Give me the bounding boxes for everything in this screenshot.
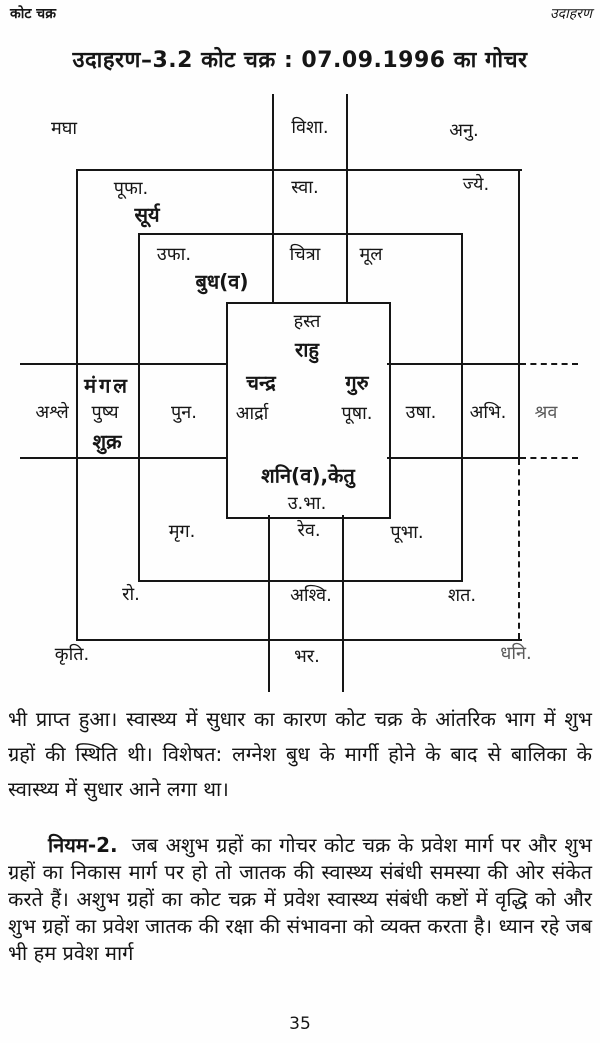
label-abhijit: अभि. [469,402,507,423]
right-channel-top-line [387,363,520,365]
label-punarvasu: पुन. [171,402,197,423]
label-shatabhisha: शत. [447,585,477,606]
label-ashwini: अश्वि. [290,585,332,606]
rule-2-label: नियम-2. [48,833,118,857]
label-vishakha: विशा. [291,117,329,138]
label-mula: मूल [359,244,383,265]
label-planet-surya: सूर्य [134,202,160,227]
label-hasta: हस्त [293,311,321,332]
label-planet-chandra: चन्द्र [246,370,276,395]
label-pushya: पुष्य [91,402,119,423]
label-bharani: भर. [294,646,320,667]
label-planet-shukra: शुक्र [92,429,122,454]
label-ashlesha: अश्ले [35,402,69,423]
label-planet-shani-ketu: शनि(व),केतु [261,463,355,488]
paragraph-1: भी प्राप्त हुआ। स्वास्थ्य में सुधार का कारण कोट चक्र के आंतरिक भाग में शुभ ग्रहों की स्थिति थी। विशेषत: लग्नेश बुध के मार्गी होने के बाद से बालिका के स्वास्थ्य में सुधार आने लगा था। [8,707,592,801]
right-channel-bottom-dashed [520,457,578,459]
label-planet-mangal: मंगल [84,373,130,398]
label-ardra: आर्द्रा [235,403,269,424]
page-number: 35 [289,1014,311,1034]
label-uttarashadha: उषा. [405,402,437,423]
label-dhanishtha: धनि. [500,643,532,664]
label-mrigashira: मृग. [168,521,196,542]
kot-chakra-diagram [0,94,600,700]
left-channel-top-line [20,363,226,365]
label-purva-phalguni: पूफा. [113,178,149,199]
label-jyeshtha: ज्ये. [462,174,490,195]
top-channel-right-line [346,94,348,302]
label-uttara-phalguni: उफा. [156,244,192,265]
right-channel-bottom-line [387,457,520,459]
page-title: उदाहरण–3.2 कोट चक्र : 07.09.1996 का गोचर [72,48,528,73]
top-channel-left-line [272,94,274,302]
running-header-right: उदाहरण [549,6,592,22]
label-anuradha: अनु. [449,120,479,141]
label-planet-budha: बुध(व) [195,269,249,294]
bottom-channel-right-line [342,515,344,692]
bottom-channel-left-line [268,515,270,692]
label-magha: मघा [50,118,78,139]
label-uttara-bhadra: उ.भा. [287,493,327,514]
outer-square-right-dashed [518,459,520,639]
outer-square-right-solid [518,169,520,459]
label-planet-guru: गुरु [345,370,369,395]
label-chitra: चित्रा [289,244,321,265]
label-krittika: कृति. [54,644,90,665]
label-purva-bhadra: पूभा. [390,522,424,543]
right-channel-top-dashed [520,363,578,365]
label-planet-rahu: राहु [295,337,319,362]
left-channel-bottom-line [20,457,226,459]
paragraph-rule-2 [8,832,592,967]
label-pushya-nakshatra: पूषा. [341,403,373,424]
rule-2-text: जब अशुभ ग्रहों का गोचर कोट चक्र के प्रवेश मार्ग पर और शुभ ग्रहों का निकास मार्ग पर हो तो जातक की स्वास्थ्य संबंधी समस्या की ओर संकेत करते हैं। अशुभ ग्रहों का कोट चक्र में प्रवेश स्वास्थ्य संबंधी कष्टों में वृद्धि को और शुभ ग्रहों का प्रवेश जातक की रक्षा की संभावना को व्यक्त करता है। ध्यान रहे जब भी हम प्रवेश मार्ग [8,833,592,965]
label-revati: रेव. [297,520,321,541]
running-header-left: कोट चक्र [10,6,56,22]
label-shravana: श्रव [534,402,558,423]
label-rohini: रो. [122,584,140,605]
label-swati: स्वा. [291,177,319,198]
